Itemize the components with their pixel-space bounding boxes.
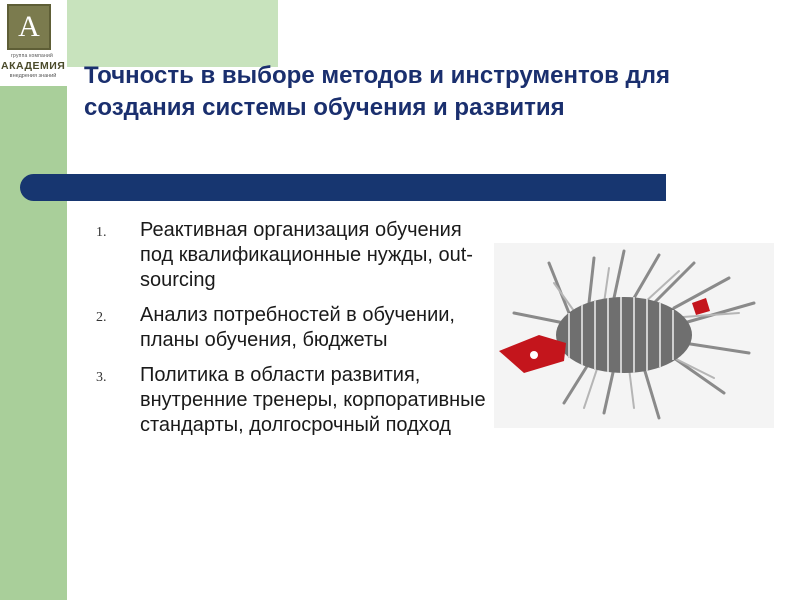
list-number: 1. xyxy=(96,225,107,240)
list-item xyxy=(96,363,496,438)
list-item xyxy=(96,218,496,293)
slide-title: Точность в выборе методов и инструментов для создания системы обучения и развития xyxy=(84,62,670,121)
top-decor-band xyxy=(67,0,278,67)
list-item-text: Анализ потребностей в обучении, планы обучения, бюджеты xyxy=(140,304,455,351)
list-item-text: Реактивная организация обучения под квалификационные нужды, out-sourcing xyxy=(140,219,473,291)
list-number: 2. xyxy=(96,310,107,325)
title-underline-bar xyxy=(20,174,666,201)
logo-small-text: группа компаний xyxy=(11,53,53,59)
list-item xyxy=(96,303,496,353)
multi-tool-image xyxy=(494,243,774,428)
bullet-list xyxy=(96,218,496,448)
left-decor-band xyxy=(0,0,67,600)
logo-subtitle: внедрения знаний xyxy=(9,73,57,79)
list-item-text: Политика в области развития, внутренние тренеры, корпоративные стандарты, долгосрочный подход xyxy=(140,364,486,436)
logo-name: АКАДЕМИЯ xyxy=(1,60,66,72)
company-logo xyxy=(0,0,67,86)
logo-letter: A xyxy=(18,10,40,43)
logo-mark xyxy=(7,4,51,50)
list-number: 3. xyxy=(96,370,107,385)
